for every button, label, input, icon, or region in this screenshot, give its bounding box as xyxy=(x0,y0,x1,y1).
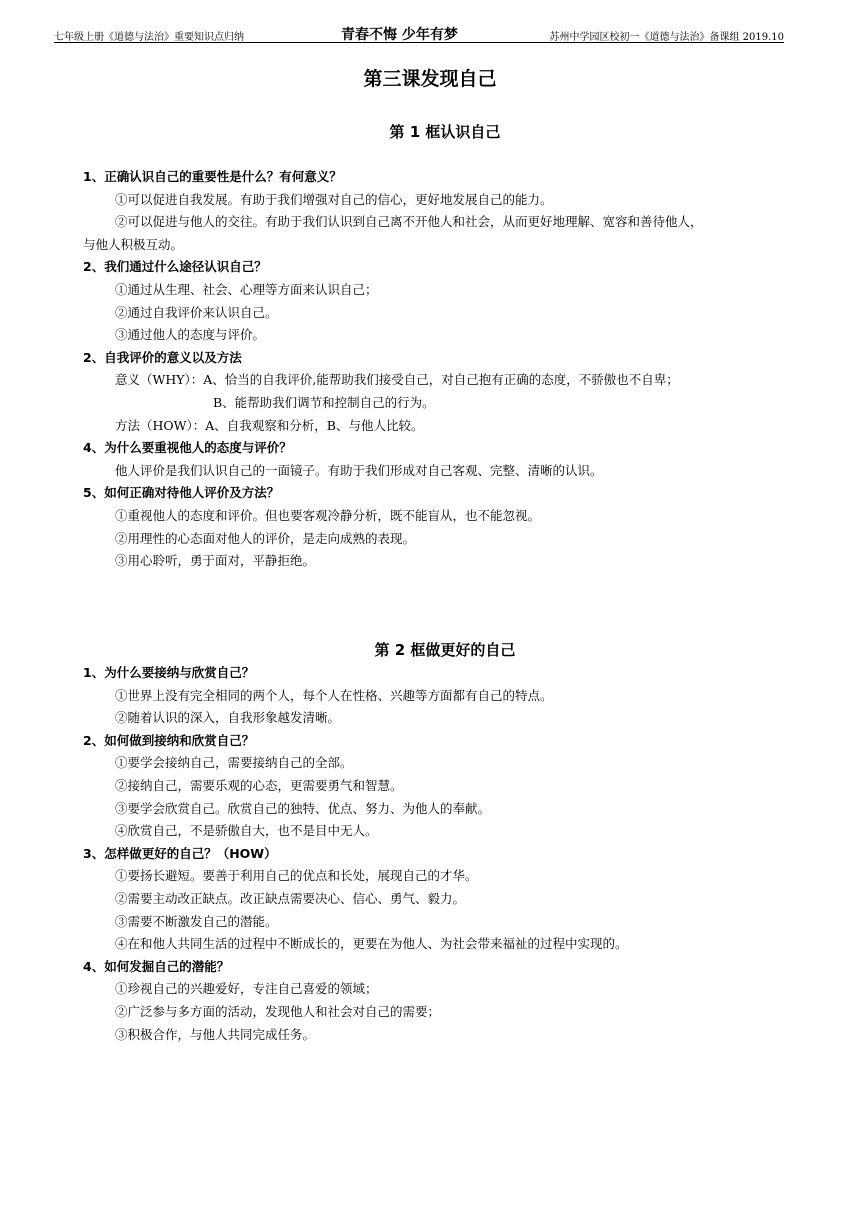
answer-line: 他人评价是我们认识自己的一面镜子。有助于我们形成对自己客观、完整、清晰的认识。 xyxy=(115,462,603,478)
question-heading: 4、如何发掘自己的潜能？ xyxy=(83,958,230,974)
question-heading: 4、为什么要重视他人的态度与评价？ xyxy=(83,440,292,456)
header-left-text: 七年级上册《道德与法治》重要知识点归纳 xyxy=(54,32,244,43)
answer-line: 方法（HOW）：A、自我观察和分析，B、与他人比较。 xyxy=(115,417,424,433)
section-2-content xyxy=(83,662,813,1046)
answer-line: ③积极合作，与他人共同完成任务。 xyxy=(115,1026,316,1042)
header-right-text: 苏州中学园区校初一《道德与法治》备课组 2019.10 xyxy=(549,32,784,43)
question-heading: 5、如何正确对待他人评价及方法？ xyxy=(83,485,280,501)
answer-line: ③通过他人的态度与评价。 xyxy=(115,327,266,343)
page-header xyxy=(54,26,784,43)
answer-line: ①世界上没有完全相同的两个人，每个人在性格、兴趣等方面都有自己的特点。 xyxy=(115,687,553,703)
answer-line: ③要学会欣赏自己。欣赏自己的独特、优点、努力、为他人的奉献。 xyxy=(115,800,491,816)
answer-line: ②用理性的心态面对他人的评价，是走向成熟的表现。 xyxy=(115,530,416,546)
answer-line: ①要扬长避短。要善于利用自己的优点和长处，展现自己的才华。 xyxy=(115,868,478,884)
answer-line: ②广泛参与多方面的活动，发现他人和社会对自己的需要； xyxy=(115,1003,441,1019)
answer-line: ①要学会接纳自己，需要接纳自己的全部。 xyxy=(115,755,353,771)
question-heading: 2、我们通过什么途径认识自己？ xyxy=(83,259,267,275)
answer-line: ①重视他人的态度和评价。但也要客观冷静分析，既不能盲从，也不能忽视。 xyxy=(115,507,541,523)
answer-line: ①珍视自己的兴趣爱好，专注自己喜爱的领域； xyxy=(115,981,378,997)
answer-line: B、能帮助我们调节和控制自己的行为。 xyxy=(213,394,435,410)
answer-line: ③需要不断激发自己的潜能。 xyxy=(115,913,278,929)
answer-line: ②通过自我评价来认识自己。 xyxy=(115,304,278,320)
answer-line: ②接纳自己，需要乐观的心态，更需要勇气和智慧。 xyxy=(115,777,403,793)
question-heading: 1、为什么要接纳与欣赏自己？ xyxy=(83,665,255,680)
section-1-content xyxy=(83,166,813,573)
section-1-heading: 第 1 框认识自己 xyxy=(389,123,501,141)
answer-line: ④欣赏自己，不是骄傲自大，也不是目中无人。 xyxy=(115,823,378,839)
answer-line: ①通过从生理、社会、心理等方面来认识自己； xyxy=(115,281,378,297)
question-heading: 3、怎样做更好的自己？（HOW） xyxy=(83,845,277,861)
answer-line: ②可以促进与他人的交往。有助于我们认识到自己离不开他人和社会，从而更好地理解、宽容和善待他人， xyxy=(115,214,703,230)
answer-line: 与他人积极互动。 xyxy=(83,236,184,252)
answer-line: ④在和他人共同生活的过程中不断成长的，更要在为他人、为社会带来福祉的过程中实现的。 xyxy=(115,936,628,952)
header-center-slogan: 青春不悔 少年有梦 xyxy=(341,27,458,43)
page-title: 第三课发现自己 xyxy=(363,68,497,90)
answer-line: ②需要主动改正缺点。改正缺点需要决心、信心、勇气、毅力。 xyxy=(115,890,466,906)
answer-line: ①可以促进自我发展。有助于我们增强对自己的信心，更好地发展自己的能力。 xyxy=(115,191,553,207)
question-heading: 2、如何做到接纳和欣赏自己？ xyxy=(83,732,255,748)
answer-line: ③用心聆听，勇于面对，平静拒绝。 xyxy=(115,553,316,569)
section-2-heading: 第 2 框做更好的自己 xyxy=(374,641,516,659)
answer-line: ②随着认识的深入，自我形象越发清晰。 xyxy=(115,710,341,726)
question-heading: 1、正确认识自己的重要性是什么？有何意义？ xyxy=(83,169,342,184)
question-heading: 2、自我评价的意义以及方法 xyxy=(83,349,242,365)
answer-line: 意义（WHY）：A、恰当的自我评价,能帮助我们接受自己，对自己抱有正确的态度，不骄傲也不自卑； xyxy=(115,372,679,388)
